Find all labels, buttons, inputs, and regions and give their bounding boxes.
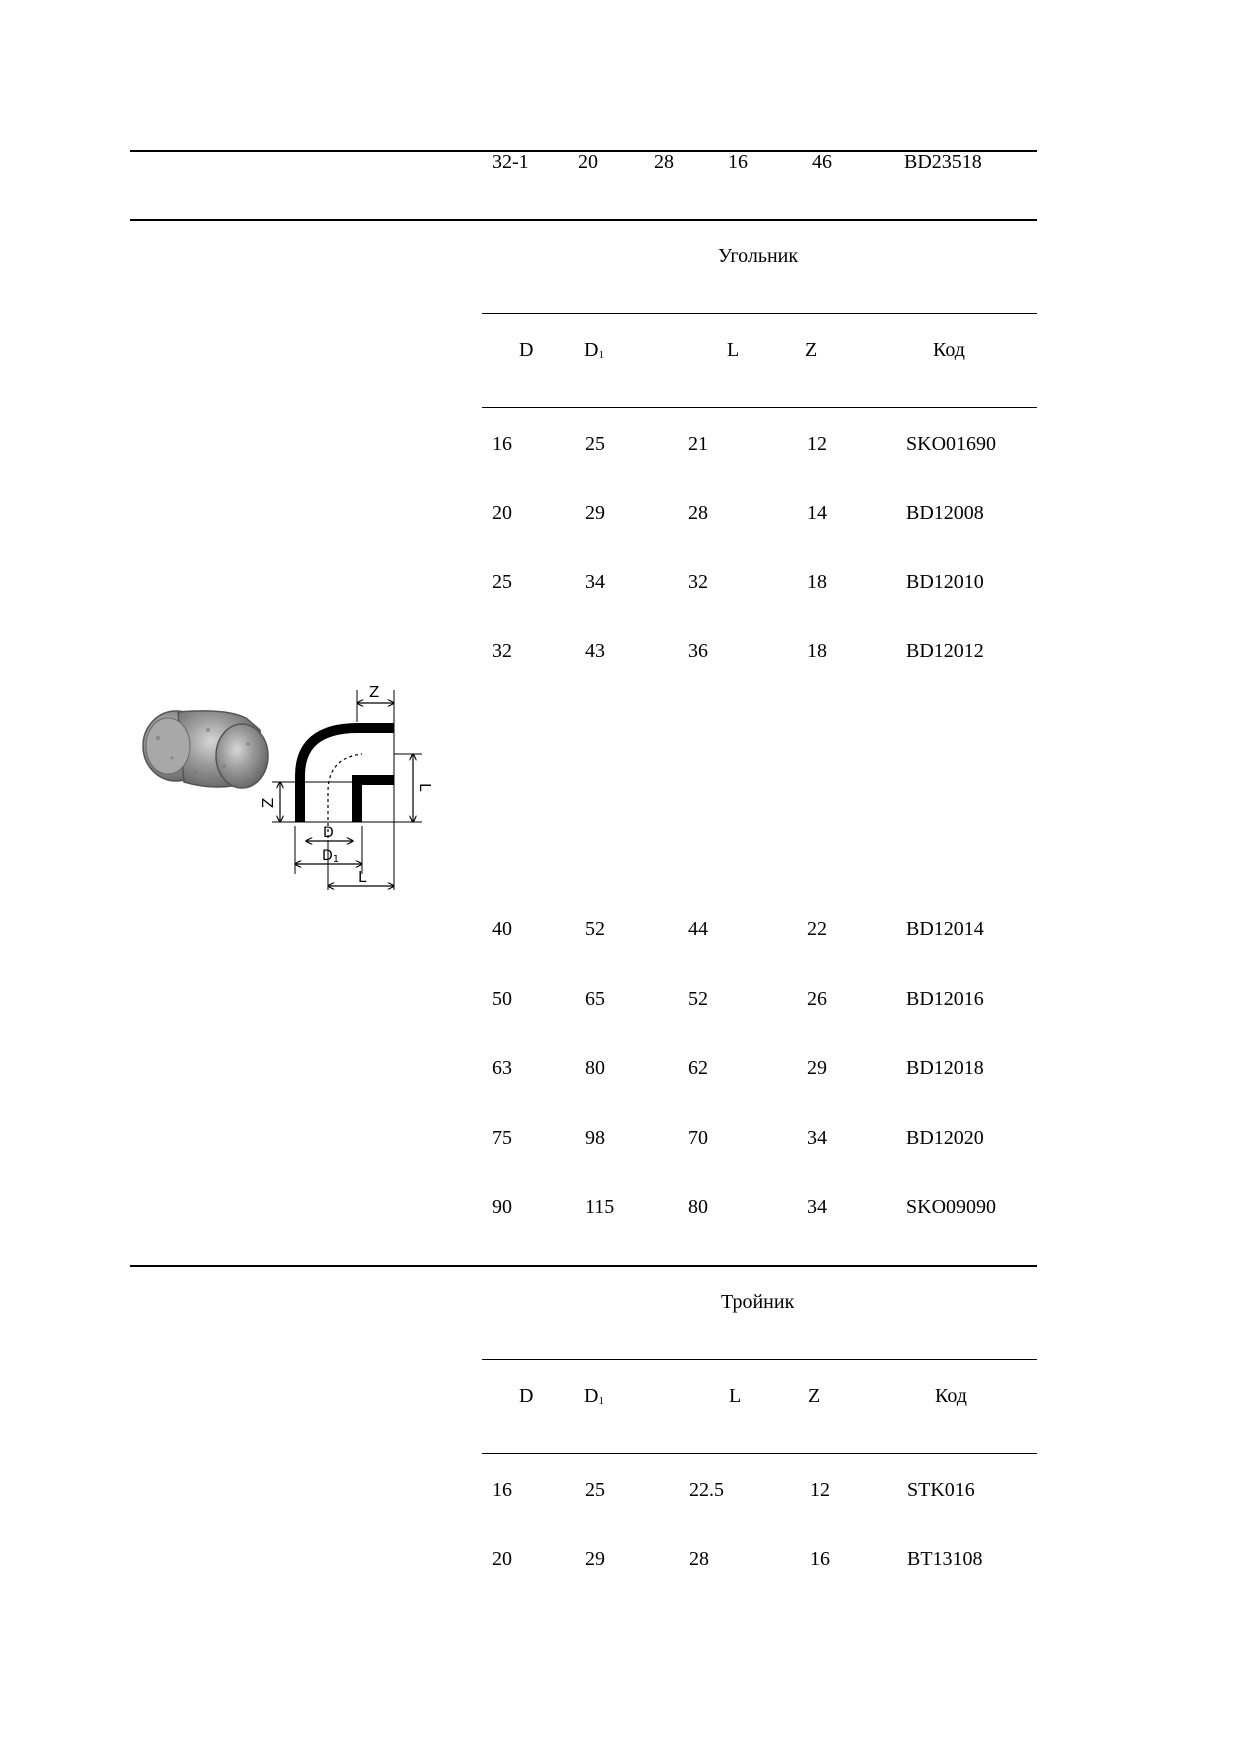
header-l: L	[729, 1385, 742, 1407]
elbow-diagram-label-d: D	[323, 825, 334, 841]
header-d: D	[519, 339, 534, 361]
cell-d: 20	[492, 502, 512, 524]
cell-z: 22	[807, 918, 827, 940]
cell-l: 44	[688, 918, 708, 940]
cell-d: 40	[492, 918, 512, 940]
cell-z: 26	[807, 988, 827, 1010]
cell-d1: 29	[585, 502, 605, 524]
cell-l: 70	[688, 1127, 708, 1149]
cell-l: 28	[688, 502, 708, 524]
cell-d: 75	[492, 1127, 512, 1149]
header-d1: $D_1$	[584, 1385, 604, 1407]
cell-code: BD12014	[906, 918, 984, 940]
top-cell-4: 16	[728, 151, 748, 173]
rule-elbow-title-bottom	[482, 313, 1037, 314]
cell-l: 22.5	[689, 1479, 724, 1501]
elbow-diagram-label-z-left: Z	[259, 797, 277, 808]
top-cell-2: 20	[578, 151, 598, 173]
cell-d: 63	[492, 1057, 512, 1079]
cell-l: 21	[688, 433, 708, 455]
cell-code: BD12012	[906, 640, 984, 662]
header-d1: $D_1$	[584, 339, 604, 361]
cell-l: 36	[688, 640, 708, 662]
cell-l: 80	[688, 1196, 708, 1218]
rule-elbow-start	[130, 219, 1037, 221]
elbow-photo-socket-left-rim	[146, 718, 190, 774]
cell-d1: 34	[585, 571, 605, 593]
cell-code: SKO01690	[906, 433, 997, 455]
cell-d: 20	[492, 1548, 512, 1570]
cell-d: 90	[492, 1196, 512, 1218]
elbow-diagram-inner-wall	[357, 780, 394, 822]
header-d: D	[519, 1385, 534, 1407]
rule-elbow-header-bottom	[482, 407, 1037, 408]
elbow-diagram-label-l-right: L	[416, 783, 434, 792]
cell-z: 12	[807, 433, 827, 455]
cell-d: 16	[492, 433, 512, 455]
cell-d1: 80	[585, 1057, 605, 1079]
cell-d1: 115	[585, 1196, 615, 1218]
cell-z: 12	[810, 1479, 830, 1501]
elbow-diagram-label-d1: D1	[322, 848, 340, 865]
elbow-diagram	[259, 680, 434, 900]
cell-d1: 25	[585, 1479, 605, 1501]
cell-z: 29	[807, 1057, 827, 1079]
cell-d1: 29	[585, 1548, 605, 1570]
elbow-title: Угольник	[718, 245, 799, 267]
cell-code: BD12016	[906, 988, 984, 1010]
cell-l: 52	[688, 988, 708, 1010]
header-z: Z	[808, 1385, 821, 1407]
cell-z: 18	[807, 640, 827, 662]
cell-code: BD12008	[906, 502, 984, 524]
cell-z: 14	[807, 502, 827, 524]
cell-d: 32	[492, 640, 512, 662]
cell-code: BD12010	[906, 571, 984, 593]
header-z: Z	[805, 339, 818, 361]
header-l: L	[727, 339, 740, 361]
cell-d: 25	[492, 571, 512, 593]
tee-title: Тройник	[721, 1291, 795, 1313]
cell-z: 34	[807, 1127, 827, 1149]
cell-l: 32	[688, 571, 708, 593]
elbow-diagram-label-l-bottom: L	[358, 868, 367, 886]
cell-d1: 52	[585, 918, 605, 940]
cell-l: 62	[688, 1057, 708, 1079]
cell-code: BD12020	[906, 1127, 984, 1149]
cell-code: STK016	[907, 1479, 975, 1501]
rule-tee-start	[130, 1265, 1037, 1267]
elbow-photo	[138, 700, 274, 796]
top-cell-3: 28	[654, 151, 674, 173]
cell-l: 28	[689, 1548, 709, 1570]
top-cell-size: 32-1	[492, 151, 529, 173]
header-code: Код	[935, 1385, 967, 1407]
cell-code: BD12018	[906, 1057, 984, 1079]
cell-d: 50	[492, 988, 512, 1010]
top-cell-code: BD23518	[904, 151, 982, 173]
top-cell-5: 46	[812, 151, 832, 173]
header-code: Код	[933, 339, 965, 361]
rule-tee-header-bottom	[482, 1453, 1037, 1454]
cell-z: 34	[807, 1196, 827, 1218]
cell-z: 16	[810, 1548, 830, 1570]
cell-d1: 65	[585, 988, 605, 1010]
cell-d1: 98	[585, 1127, 605, 1149]
elbow-diagram-label-z-top: Z	[369, 683, 380, 701]
elbow-photo-socket-right	[216, 724, 268, 788]
cell-code: SKO09090	[906, 1196, 997, 1218]
cell-d: 16	[492, 1479, 512, 1501]
cell-z: 18	[807, 571, 827, 593]
cell-code: BT13108	[907, 1548, 983, 1570]
rule-tee-title-bottom	[482, 1359, 1037, 1360]
cell-d1: 25	[585, 433, 605, 455]
cell-d1: 43	[585, 640, 605, 662]
